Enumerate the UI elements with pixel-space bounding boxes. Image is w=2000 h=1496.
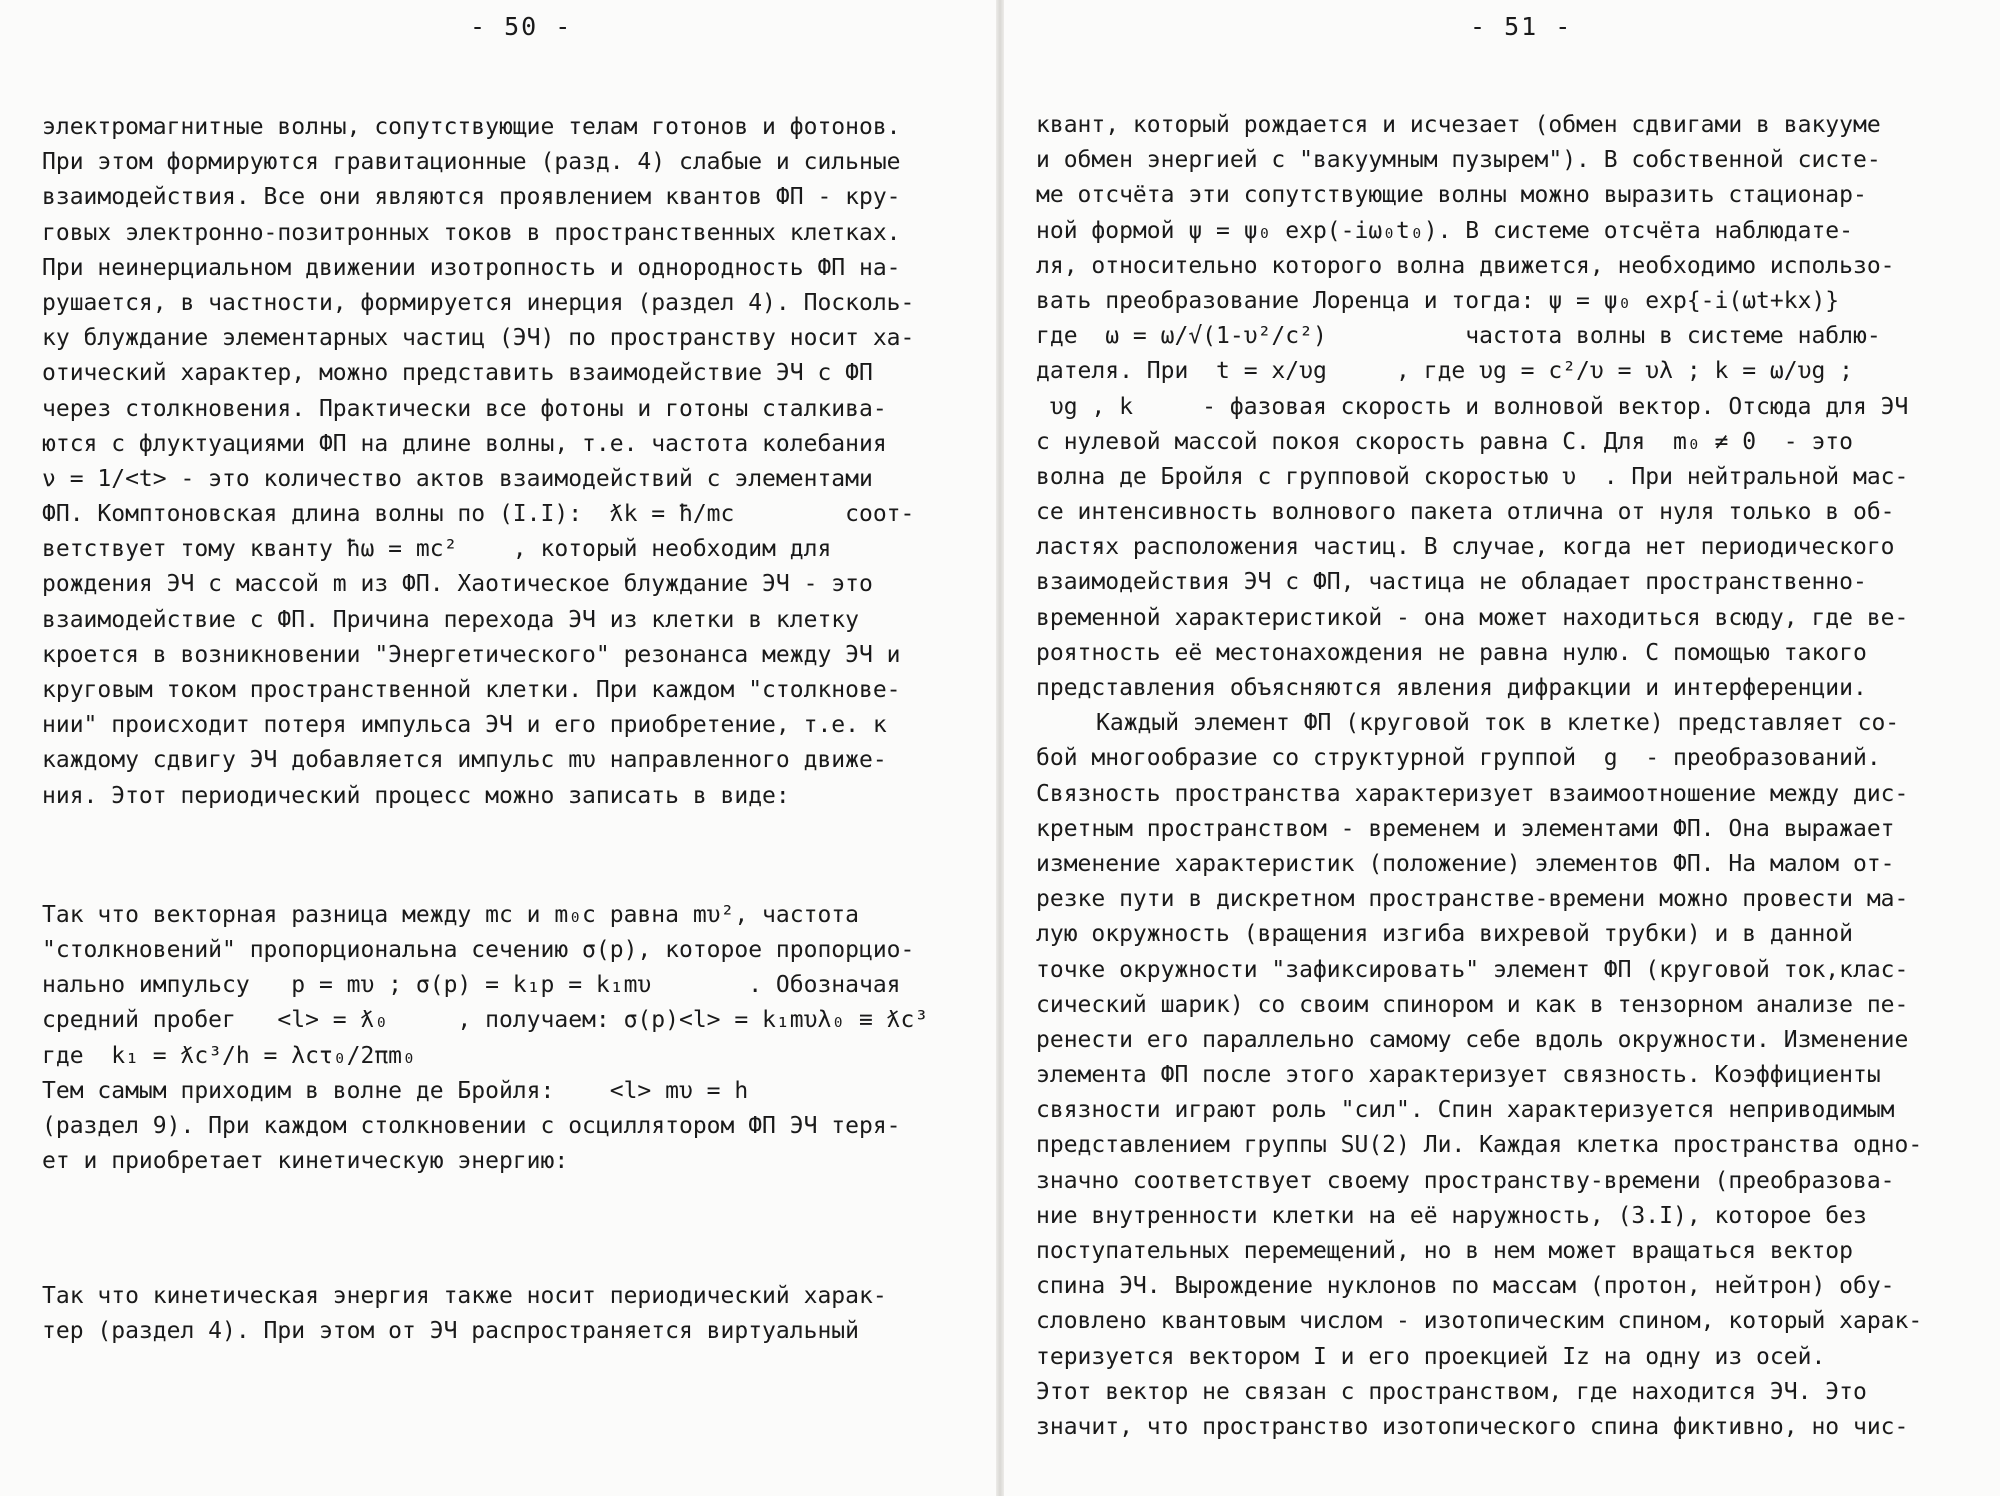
text-line: взаимодействия ЭЧ с ФП, частица не обладает пространственно- [1036, 569, 1867, 596]
text-line: ля, относительно которого волна движется, необходимо использо- [1036, 252, 1895, 279]
text-line: изменение характеристик (положение) элементов ФП. На малом от- [1036, 850, 1895, 877]
text-line: Так что кинетическая энергия также носит периодический харак- [42, 1283, 887, 1310]
text-line: говых электронно-позитронных токов в пространственных клетках. [42, 219, 901, 246]
text-line: рушается, в частности, формируется инерция (раздел 4). Посколь- [42, 289, 915, 316]
text-line: точке окружности "зафиксировать" элемент ФП (круговой ток,клас- [1036, 956, 1909, 983]
text-line: роятность её местонахождения не равна нулю. С помощью такого [1036, 639, 1867, 666]
text-line: ются с флуктуациями ФП на длине волны, т.е. частота колебания [42, 430, 887, 457]
text-line: теризуется вектором I и его проекцией Iz на одну из осей. [1036, 1343, 1826, 1370]
text-line: Так что векторная разница между mc и m₀c равна mυ², частота [42, 901, 859, 928]
text-line: нии" происходит потеря импульса ЭЧ и его приобретение, т.е. к [42, 712, 887, 739]
page-body [42, 110, 987, 1350]
text-line: представлением группы SU(2) Ли. Каждая клетка пространства одно- [1036, 1132, 1923, 1159]
text-line: кроется в возникновении "Энергетического" резонанса между ЭЧ и [42, 641, 901, 668]
text-line: ние внутренности клетки на её наружность, (3.I), которое без [1036, 1202, 1867, 1229]
text-line: волна де Бройля с групповой скоростью υ . При нейтральной мас- [1036, 463, 1909, 490]
text-line: поступательных перемещений, но в нем может вращаться вектор [1036, 1238, 1853, 1264]
equation-1-7-line-2 [42, 1229, 987, 1279]
text-line: отический характер, можно представить взаимодействие ЭЧ с ФП [42, 360, 873, 387]
text-line: где k₁ = ƛc³/h = λcτ₀/2πm₀ [42, 1042, 416, 1069]
page-number: - 50 - [470, 12, 573, 41]
text-line: значит, что пространство изотопического спина фиктивно, но чис- [1036, 1413, 1909, 1440]
equation-1-6-line-2 [42, 856, 987, 898]
text-line: ной формой ψ = ψ₀ exp(-iω₀t₀). В системе отсчёта наблюдате- [1036, 217, 1853, 244]
text-line: связности играют роль "сил". Спин характеризуется неприводимым [1036, 1097, 1895, 1124]
text-line: дателя. При t = x/υg , где υg = c²/υ = υλ ; k = ω/υg ; [1036, 358, 1853, 385]
text-line: словлено квантовым числом - изотопическим спином, который харак- [1036, 1308, 1923, 1335]
text-line: ния. Этот периодический процесс можно записать в виде: [42, 782, 790, 809]
text-line: элемента ФП после этого характеризует связность. Коэффициенты [1036, 1062, 1881, 1089]
text-line: вать преобразование Лоренца и тогда: ψ = ψ₀ exp{-i(ωt+kx)} [1036, 287, 1840, 314]
text-line: Каждый элемент ФП (круговой ток в клетке) представляет со- [1096, 710, 1900, 737]
page-51 [1000, 0, 2000, 1496]
text-line: ветствует тому кванту ħω = mc² , который необходим для [42, 536, 832, 563]
text-line: значно соответствует своему пространству-времени (преобразова- [1036, 1167, 1895, 1194]
text-line: средний пробег <l> = ƛ₀ , получаем: σ(p)<l> = k₁mυλ₀ ≡ ƛc³ [42, 1007, 929, 1034]
text-line: ку блуждание элементарных частиц (ЭЧ) по пространству носит ха- [42, 325, 915, 352]
text-line: Связность пространства характеризует взаимоотношение между дис- [1036, 780, 1909, 807]
text-line: Тем самым приходим в волне де Бройля: <l> mυ = h [42, 1077, 749, 1104]
page-number: - 51 - [1470, 12, 1573, 41]
equation-1-7-line-1 [42, 1179, 987, 1229]
text-line: нально импульсу p = mυ ; σ(p) = k₁p = k₁mυ . Обозначая [42, 972, 901, 999]
text-line: через столкновения. Практически все фотоны и готоны сталкива- [42, 395, 887, 422]
text-line: Этот вектор не связан с пространством, где находится ЭЧ. Это [1036, 1378, 1867, 1405]
text-line: тер (раздел 4). При этом от ЭЧ распространяется виртуальный [42, 1318, 859, 1345]
equation-1-6-line-1 [42, 814, 987, 856]
page-body [1036, 108, 1986, 1445]
text-line: спина ЭЧ. Вырождение нуклонов по массам (протон, нейтрон) обу- [1036, 1273, 1895, 1300]
text-line: взаимодействия. Все они являются проявлением квантов ФП - кру- [42, 184, 901, 211]
text-line: электромагнитные волны, сопутствующие телам готонов и фотонов. [42, 114, 901, 140]
text-line: "столкновений" пропорциональна сечению σ(p), которое пропорцио- [42, 936, 915, 963]
text-line: рождения ЭЧ с массой m из ФП. Хаотическое блуждание ЭЧ - это [42, 571, 873, 598]
text-line: квант, который рождается и исчезает (обмен сдвигами в вакууме [1036, 112, 1881, 138]
text-line: круговым током пространственной клетки. При каждом "столкнове- [42, 677, 901, 703]
text-line: бой многообразие со структурной группой g - преобразований. [1036, 745, 1881, 772]
text-line: ν = 1/<t> - это количество актов взаимодействий с элементами [42, 465, 873, 492]
text-line: ренести его параллельно самому себе вдоль окружности. Изменение [1036, 1026, 1909, 1053]
text-line: представления объясняются явления дифракции и интерференции. [1036, 675, 1867, 701]
text-line: ет и приобретает кинетическую энергию: [42, 1148, 569, 1175]
paragraph-first-line [1036, 706, 1986, 741]
text-line: с нулевой массой покоя скорость равна С. Для m₀ ≠ 0 - это [1036, 428, 1853, 455]
text-line: υg , k - фазовая скорость и волновой вектор. Отсюда для ЭЧ [1036, 393, 1909, 420]
text-line: сический шарик) со своим спинором и как в тензорном анализе пе- [1036, 991, 1909, 1018]
text-line: (раздел 9). При каждом столкновении с осциллятором ФП ЭЧ теря- [42, 1112, 901, 1139]
text-line: и обмен энергией с "вакуумным пузырем"). В собственной систе- [1036, 147, 1881, 174]
text-line: где ω = ω/√(1-υ²/c²) частота волны в системе наблю- [1036, 323, 1881, 350]
text-line: резке пути в дискретном пространстве-времени можно провести ма- [1036, 886, 1909, 913]
text-line: взаимодействие с ФП. Причина перехода ЭЧ из клетки в клетку [42, 606, 859, 633]
text-line: ластях расположения частиц. В случае, когда нет периодического [1036, 534, 1895, 561]
text-line: ФП. Комптоновская длина волны по (I.I): ƛk = ħ/mc соот- [42, 501, 915, 528]
text-line: При неинерциальном движении изотропность и однородность ФП на- [42, 254, 901, 281]
text-line: При этом формируются гравитационные (разд. 4) слабые и сильные [42, 149, 901, 176]
text-line: временной характеристикой - она может находиться всюду, где ве- [1036, 604, 1909, 631]
text-line: каждому сдвигу ЭЧ добавляется импульс mυ направленного движе- [42, 747, 887, 774]
text-line: ме отсчёта эти сопутствующие волны можно выразить стационар- [1036, 182, 1867, 209]
text-line: кретным пространством - временем и элементами ФП. Она выражает [1036, 815, 1895, 842]
text-line: се интенсивность волнового пакета отлична от нуля только в об- [1036, 499, 1895, 526]
text-line: лую окружность (вращения изгиба вихревой трубки) и в данной [1036, 921, 1853, 948]
